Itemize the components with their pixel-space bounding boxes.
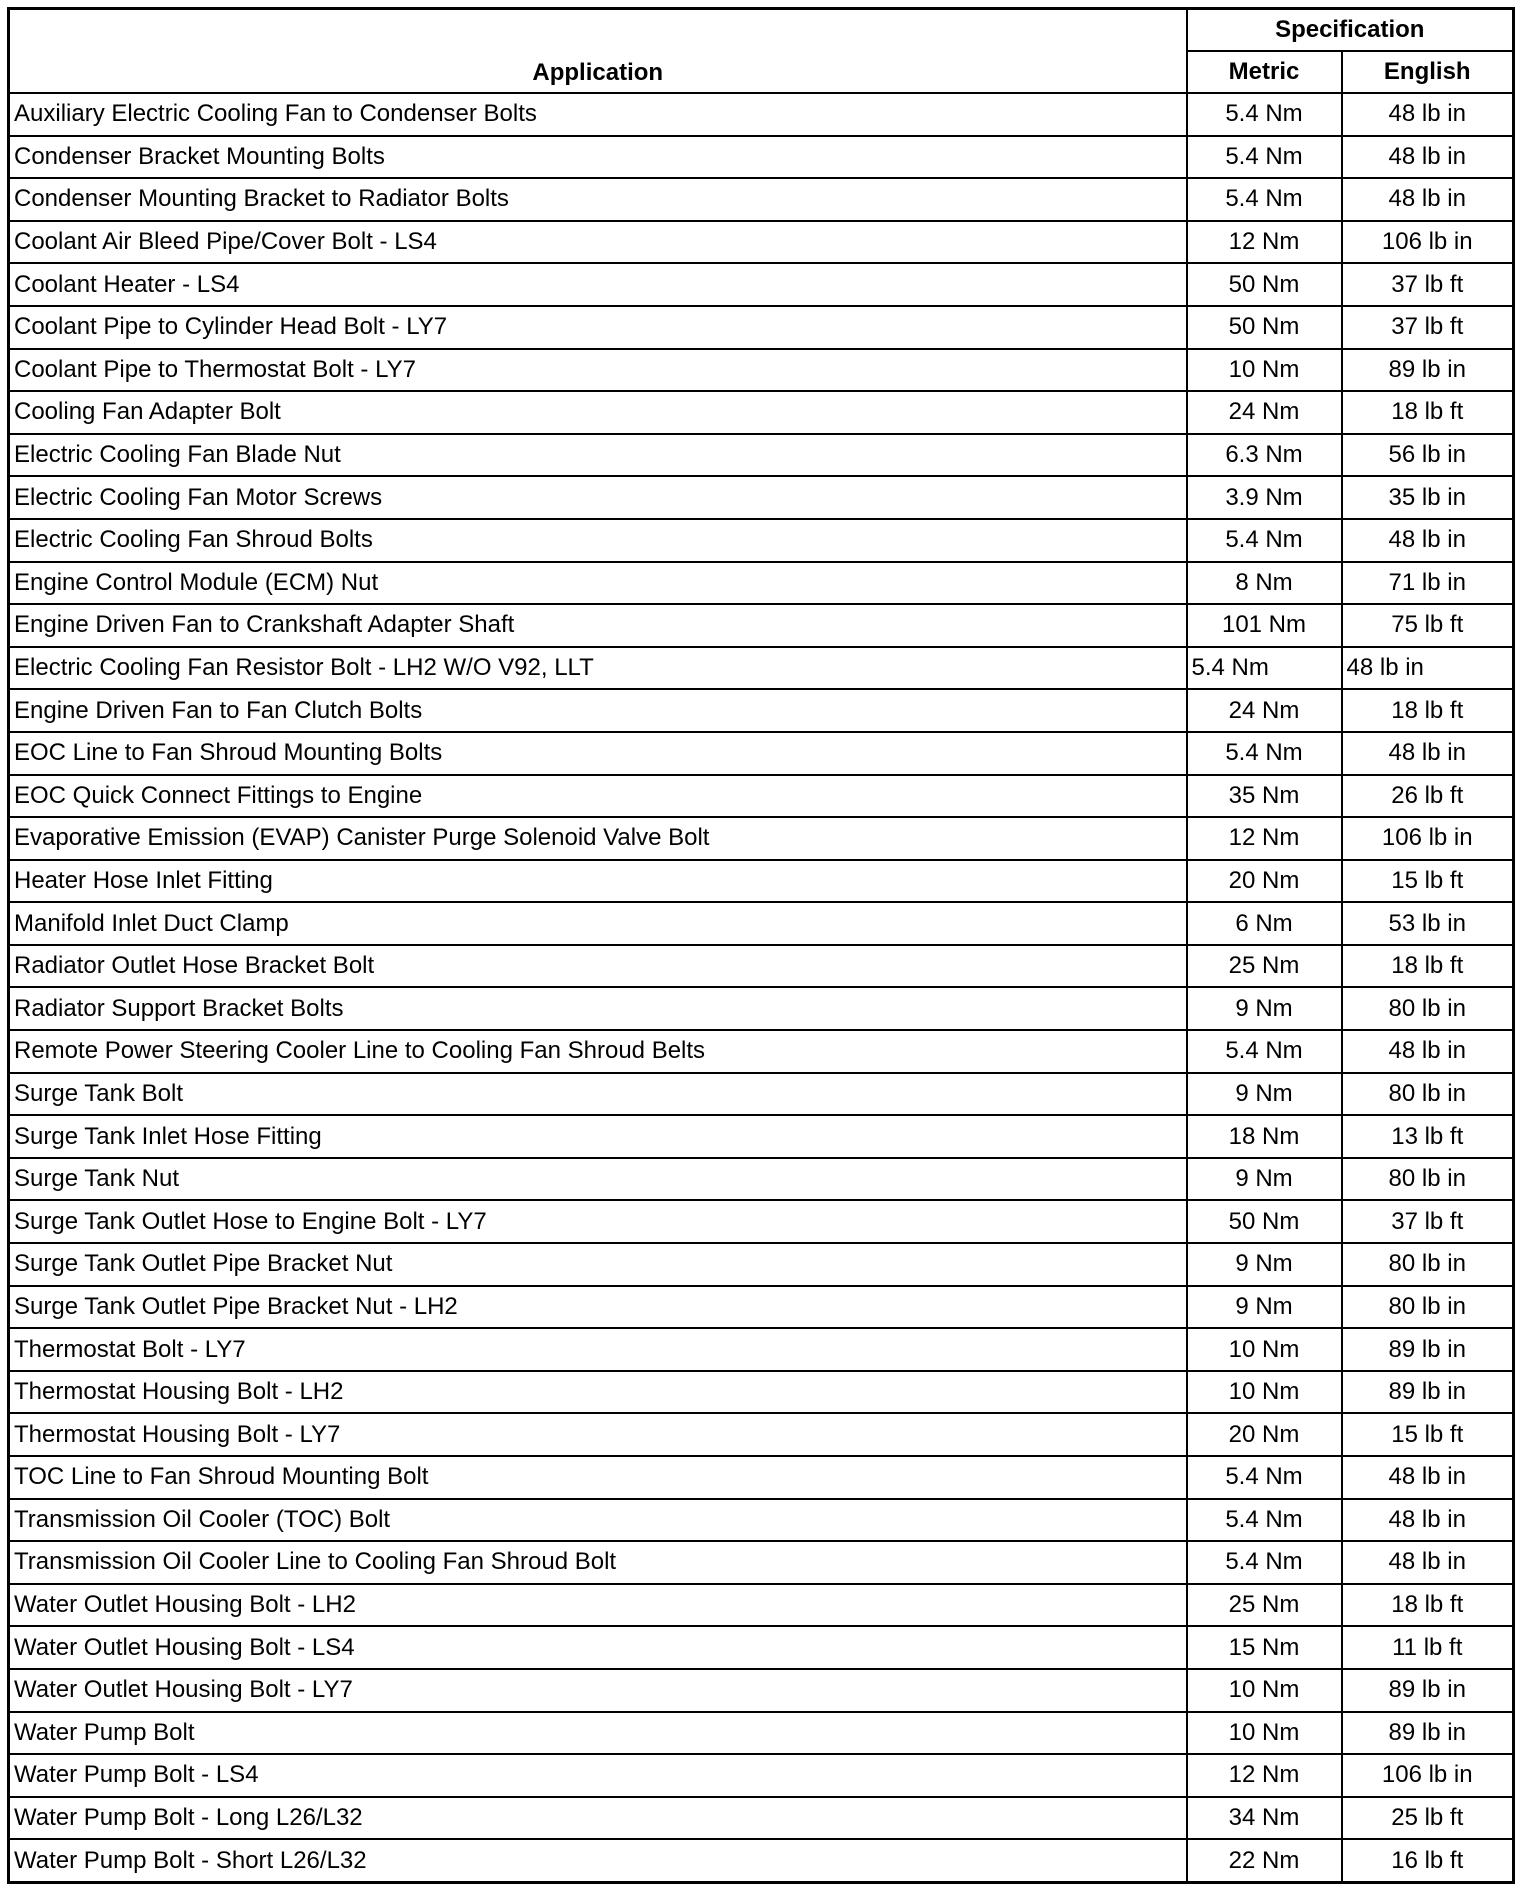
table-row (9, 1626, 1514, 1669)
application-cell: Condenser Mounting Bracket to Radiator Bolts (9, 178, 1187, 221)
metric-value-cell: 5.4 Nm (1187, 732, 1342, 775)
english-value-cell: 80 lb in (1342, 1158, 1514, 1201)
english-value-cell: 106 lb in (1342, 221, 1514, 264)
english-value-cell: 48 lb in (1342, 732, 1514, 775)
metric-value-cell: 3.9 Nm (1187, 476, 1342, 519)
english-value-cell: 13 lb ft (1342, 1115, 1514, 1158)
metric-value-cell: 50 Nm (1187, 263, 1342, 306)
table-row (9, 178, 1514, 221)
table-row (9, 647, 1514, 690)
table-row (9, 136, 1514, 179)
metric-value-cell: 24 Nm (1187, 689, 1342, 732)
metric-value-cell: 20 Nm (1187, 860, 1342, 903)
table-row (9, 1499, 1514, 1542)
table-row (9, 1073, 1514, 1116)
application-cell: Engine Control Module (ECM) Nut (9, 562, 1187, 605)
application-cell: Engine Driven Fan to Fan Clutch Bolts (9, 689, 1187, 732)
english-value-cell: 53 lb in (1342, 902, 1514, 945)
english-value-cell: 35 lb in (1342, 476, 1514, 519)
table-row (9, 1115, 1514, 1158)
table-row (9, 476, 1514, 519)
table-row (9, 306, 1514, 349)
application-cell: Thermostat Housing Bolt - LH2 (9, 1371, 1187, 1414)
english-value-cell: 15 lb ft (1342, 860, 1514, 903)
application-cell: Water Pump Bolt (9, 1712, 1187, 1755)
table-row (9, 1200, 1514, 1243)
metric-value-cell: 5.4 Nm (1187, 93, 1342, 136)
metric-value-cell: 5.4 Nm (1187, 136, 1342, 179)
english-value-cell: 15 lb ft (1342, 1413, 1514, 1456)
application-cell: Water Outlet Housing Bolt - LS4 (9, 1626, 1187, 1669)
metric-value-cell: 5.4 Nm (1187, 1030, 1342, 1073)
table-row (9, 1371, 1514, 1414)
table-row (9, 1669, 1514, 1712)
table-row (9, 1243, 1514, 1286)
english-value-cell: 80 lb in (1342, 987, 1514, 1030)
table-row (9, 391, 1514, 434)
metric-value-cell: 12 Nm (1187, 817, 1342, 860)
application-cell: Radiator Outlet Hose Bracket Bolt (9, 945, 1187, 988)
application-cell: Engine Driven Fan to Crankshaft Adapter Shaft (9, 604, 1187, 647)
application-cell: EOC Quick Connect Fittings to Engine (9, 775, 1187, 818)
application-cell: Thermostat Bolt - LY7 (9, 1328, 1187, 1371)
table-row (9, 902, 1514, 945)
table-row (9, 1158, 1514, 1201)
application-cell: Water Outlet Housing Bolt - LH2 (9, 1584, 1187, 1627)
table-row (9, 519, 1514, 562)
english-value-cell: 26 lb ft (1342, 775, 1514, 818)
metric-value-cell: 5.4 Nm (1187, 1499, 1342, 1542)
english-value-cell: 80 lb in (1342, 1073, 1514, 1116)
english-value-cell: 48 lb in (1342, 647, 1514, 690)
table-header (9, 9, 1514, 94)
english-value-cell: 11 lb ft (1342, 1626, 1514, 1669)
table-row (9, 562, 1514, 605)
application-cell: Water Outlet Housing Bolt - LY7 (9, 1669, 1187, 1712)
english-value-cell: 89 lb in (1342, 1669, 1514, 1712)
metric-value-cell: 12 Nm (1187, 1754, 1342, 1797)
metric-value-cell: 9 Nm (1187, 1158, 1342, 1201)
english-value-cell: 25 lb ft (1342, 1797, 1514, 1840)
metric-value-cell: 5.4 Nm (1187, 1541, 1342, 1584)
application-cell: Surge Tank Outlet Pipe Bracket Nut - LH2 (9, 1286, 1187, 1329)
metric-value-cell: 9 Nm (1187, 987, 1342, 1030)
english-column-header: English (1342, 51, 1514, 93)
english-value-cell: 37 lb ft (1342, 263, 1514, 306)
application-cell: Heater Hose Inlet Fitting (9, 860, 1187, 903)
table-row (9, 987, 1514, 1030)
table-row (9, 732, 1514, 775)
english-value-cell: 89 lb in (1342, 1712, 1514, 1755)
table-row (9, 945, 1514, 988)
metric-value-cell: 10 Nm (1187, 1669, 1342, 1712)
application-cell: Evaporative Emission (EVAP) Canister Purge Solenoid Valve Bolt (9, 817, 1187, 860)
application-cell: Surge Tank Outlet Hose to Engine Bolt - LY7 (9, 1200, 1187, 1243)
torque-spec-table-wrapper (7, 7, 1512, 1874)
application-cell: Coolant Pipe to Cylinder Head Bolt - LY7 (9, 306, 1187, 349)
english-value-cell: 37 lb ft (1342, 1200, 1514, 1243)
metric-value-cell: 10 Nm (1187, 349, 1342, 392)
header-row-top (9, 9, 1514, 52)
table-row (9, 860, 1514, 903)
metric-value-cell: 6 Nm (1187, 902, 1342, 945)
metric-value-cell: 10 Nm (1187, 1712, 1342, 1755)
metric-value-cell: 101 Nm (1187, 604, 1342, 647)
metric-value-cell: 12 Nm (1187, 221, 1342, 264)
metric-value-cell: 9 Nm (1187, 1073, 1342, 1116)
application-cell: Auxiliary Electric Cooling Fan to Condenser Bolts (9, 93, 1187, 136)
table-row (9, 434, 1514, 477)
english-value-cell: 48 lb in (1342, 136, 1514, 179)
table-row (9, 1328, 1514, 1371)
english-value-cell: 106 lb in (1342, 1754, 1514, 1797)
application-cell: Coolant Pipe to Thermostat Bolt - LY7 (9, 349, 1187, 392)
metric-value-cell: 10 Nm (1187, 1371, 1342, 1414)
table-row (9, 689, 1514, 732)
table-row (9, 349, 1514, 392)
metric-value-cell: 18 Nm (1187, 1115, 1342, 1158)
application-cell: Surge Tank Outlet Pipe Bracket Nut (9, 1243, 1187, 1286)
table-row (9, 93, 1514, 136)
application-cell: Water Pump Bolt - LS4 (9, 1754, 1187, 1797)
metric-value-cell: 5.4 Nm (1187, 1456, 1342, 1499)
english-value-cell: 56 lb in (1342, 434, 1514, 477)
application-cell: Thermostat Housing Bolt - LY7 (9, 1413, 1187, 1456)
torque-spec-table (7, 7, 1515, 1884)
table-row (9, 604, 1514, 647)
english-value-cell: 48 lb in (1342, 1499, 1514, 1542)
table-row (9, 817, 1514, 860)
english-value-cell: 89 lb in (1342, 349, 1514, 392)
application-cell: Electric Cooling Fan Motor Screws (9, 476, 1187, 519)
application-cell: Coolant Heater - LS4 (9, 263, 1187, 306)
table-row (9, 1286, 1514, 1329)
table-row (9, 1413, 1514, 1456)
english-value-cell: 48 lb in (1342, 1541, 1514, 1584)
english-value-cell: 48 lb in (1342, 519, 1514, 562)
table-row (9, 1712, 1514, 1755)
application-cell: Transmission Oil Cooler (TOC) Bolt (9, 1499, 1187, 1542)
table-row (9, 1456, 1514, 1499)
table-row (9, 775, 1514, 818)
metric-value-cell: 9 Nm (1187, 1286, 1342, 1329)
table-row (9, 1541, 1514, 1584)
english-value-cell: 18 lb ft (1342, 945, 1514, 988)
application-cell: Water Pump Bolt - Long L26/L32 (9, 1797, 1187, 1840)
english-value-cell: 18 lb ft (1342, 689, 1514, 732)
metric-value-cell: 35 Nm (1187, 775, 1342, 818)
metric-column-header: Metric (1187, 51, 1342, 93)
metric-value-cell: 6.3 Nm (1187, 434, 1342, 477)
application-cell: Water Pump Bolt - Short L26/L32 (9, 1839, 1187, 1882)
specification-column-header: Specification (1187, 9, 1514, 52)
table-row (9, 221, 1514, 264)
english-value-cell: 48 lb in (1342, 1030, 1514, 1073)
english-value-cell: 75 lb ft (1342, 604, 1514, 647)
english-value-cell: 48 lb in (1342, 93, 1514, 136)
metric-value-cell: 25 Nm (1187, 1584, 1342, 1627)
english-value-cell: 89 lb in (1342, 1371, 1514, 1414)
metric-value-cell: 5.4 Nm (1187, 647, 1342, 690)
application-cell: Manifold Inlet Duct Clamp (9, 902, 1187, 945)
application-cell: Electric Cooling Fan Shroud Bolts (9, 519, 1187, 562)
application-cell: Surge Tank Inlet Hose Fitting (9, 1115, 1187, 1158)
english-value-cell: 106 lb in (1342, 817, 1514, 860)
table-row (9, 1584, 1514, 1627)
english-value-cell: 80 lb in (1342, 1286, 1514, 1329)
english-value-cell: 80 lb in (1342, 1243, 1514, 1286)
metric-value-cell: 50 Nm (1187, 306, 1342, 349)
metric-value-cell: 25 Nm (1187, 945, 1342, 988)
metric-value-cell: 22 Nm (1187, 1839, 1342, 1882)
metric-value-cell: 5.4 Nm (1187, 178, 1342, 221)
table-row (9, 263, 1514, 306)
table-row (9, 1797, 1514, 1840)
metric-value-cell: 8 Nm (1187, 562, 1342, 605)
application-cell: Cooling Fan Adapter Bolt (9, 391, 1187, 434)
metric-value-cell: 20 Nm (1187, 1413, 1342, 1456)
application-cell: Electric Cooling Fan Blade Nut (9, 434, 1187, 477)
english-value-cell: 48 lb in (1342, 178, 1514, 221)
metric-value-cell: 50 Nm (1187, 1200, 1342, 1243)
application-column-header: Application (9, 9, 1187, 94)
application-cell: Surge Tank Bolt (9, 1073, 1187, 1116)
application-cell: Radiator Support Bracket Bolts (9, 987, 1187, 1030)
application-cell: Surge Tank Nut (9, 1158, 1187, 1201)
metric-value-cell: 15 Nm (1187, 1626, 1342, 1669)
metric-value-cell: 10 Nm (1187, 1328, 1342, 1371)
english-value-cell: 89 lb in (1342, 1328, 1514, 1371)
english-value-cell: 37 lb ft (1342, 306, 1514, 349)
english-value-cell: 16 lb ft (1342, 1839, 1514, 1882)
application-cell: Transmission Oil Cooler Line to Cooling Fan Shroud Bolt (9, 1541, 1187, 1584)
table-row (9, 1754, 1514, 1797)
metric-value-cell: 24 Nm (1187, 391, 1342, 434)
table-row (9, 1030, 1514, 1073)
english-value-cell: 18 lb ft (1342, 1584, 1514, 1627)
application-cell: Remote Power Steering Cooler Line to Cooling Fan Shroud Belts (9, 1030, 1187, 1073)
english-value-cell: 71 lb in (1342, 562, 1514, 605)
application-cell: Coolant Air Bleed Pipe/Cover Bolt - LS4 (9, 221, 1187, 264)
metric-value-cell: 5.4 Nm (1187, 519, 1342, 562)
metric-value-cell: 34 Nm (1187, 1797, 1342, 1840)
application-cell: Condenser Bracket Mounting Bolts (9, 136, 1187, 179)
application-cell: Electric Cooling Fan Resistor Bolt - LH2 W/O V92, LLT (9, 647, 1187, 690)
metric-value-cell: 9 Nm (1187, 1243, 1342, 1286)
table-body (9, 93, 1514, 1882)
application-cell: EOC Line to Fan Shroud Mounting Bolts (9, 732, 1187, 775)
english-value-cell: 18 lb ft (1342, 391, 1514, 434)
english-value-cell: 48 lb in (1342, 1456, 1514, 1499)
application-cell: TOC Line to Fan Shroud Mounting Bolt (9, 1456, 1187, 1499)
table-row (9, 1839, 1514, 1882)
